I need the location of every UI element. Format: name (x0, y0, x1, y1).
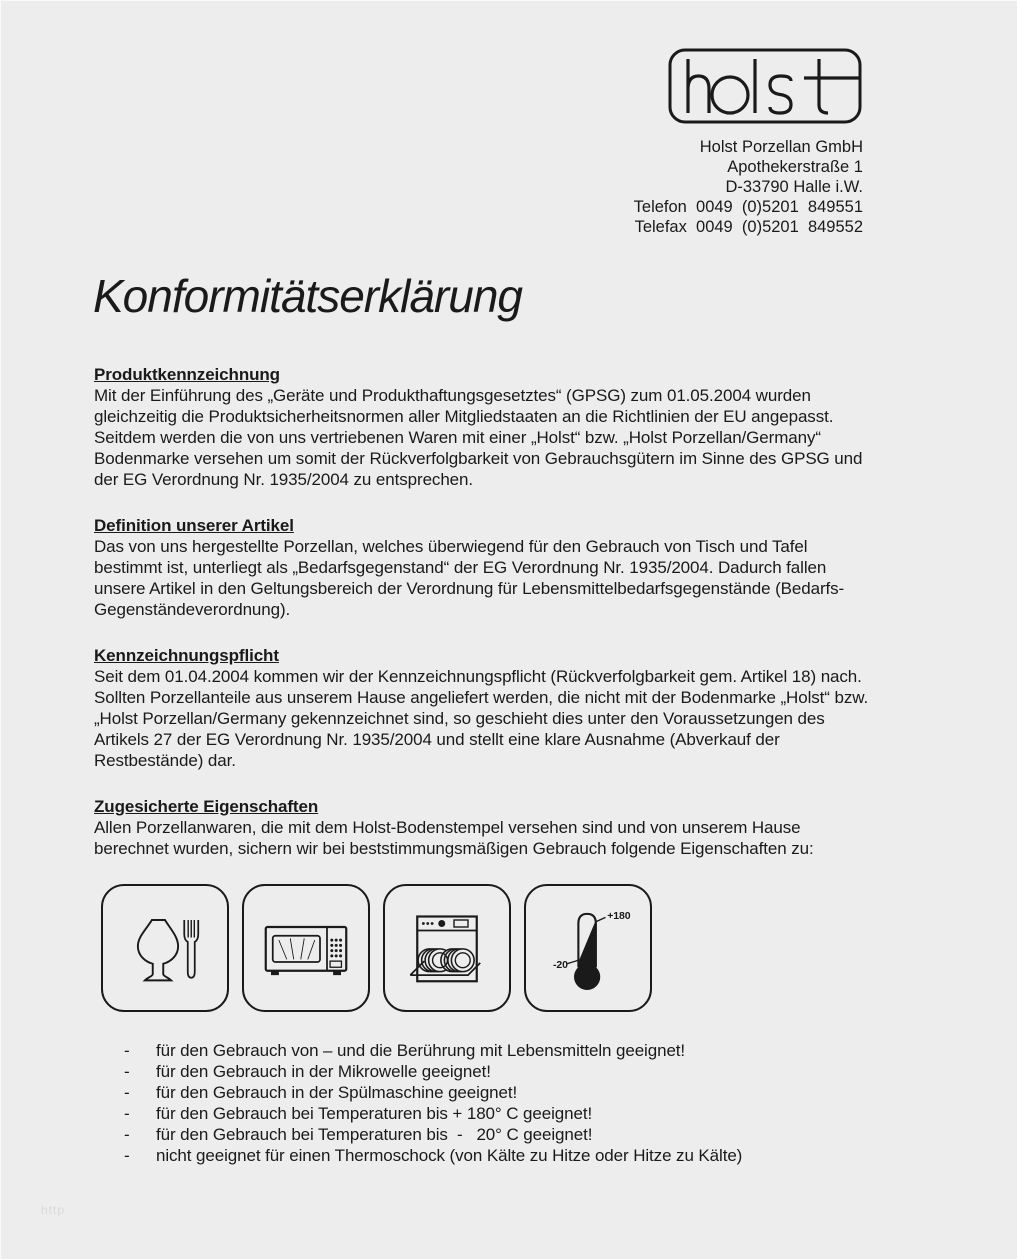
section-produktkennzeichnung (94, 364, 870, 490)
holst-logo-icon (667, 47, 863, 125)
list-item-text: nicht geeignet für einen Thermoschock (von Kälte zu Hitze oder Hitze zu Kälte) (156, 1146, 743, 1165)
list-item (94, 1145, 870, 1166)
pictogram-row (101, 884, 870, 1012)
section-heading: Produktkennzeichnung (94, 365, 280, 384)
list-item-marker: - (124, 1083, 130, 1102)
glass-fork-icon (109, 892, 221, 1004)
list-item (94, 1082, 870, 1103)
watermark-text: http (41, 1203, 66, 1217)
section-zugesicherte-eigenschaften (94, 796, 870, 859)
dishwasher-safe-pictogram (383, 884, 511, 1012)
list-item-text: für den Gebrauch von – und die Berührung mit Lebensmitteln geeignet! (156, 1041, 686, 1060)
list-item (94, 1040, 870, 1061)
company-fax: Telefax 0049 (0)5201 849552 (634, 218, 863, 236)
microwave-safe-pictogram (242, 884, 370, 1012)
section-paragraph: Das von uns hergestellte Porzellan, welches überwiegend für den Gebrauch von Tisch und Tafel bestimmt ist, unterliegt als „Bedarfsgegenstand“ der EG Verordnung Nr. 1935/2004. Dadurch fallen unsere Artikel in den Geltungsbereich der Verordnung für Lebensmittelbedarfsgegenstände (Bedarfs-Gegenständeverordnung). (94, 537, 845, 619)
document-body (94, 364, 870, 1166)
list-item-marker: - (124, 1146, 130, 1165)
list-item-text: für den Gebrauch in der Spülmaschine geeignet! (156, 1083, 518, 1102)
page-title: Konformitätserklärung (93, 270, 522, 322)
list-item (94, 1124, 870, 1145)
letterhead (634, 47, 863, 237)
thermometer-max-label: +180 (607, 910, 631, 923)
thermometer-icon (532, 892, 644, 1004)
company-city: D-33790 Halle i.W. (725, 178, 863, 196)
list-item-text: für den Gebrauch bei Temperaturen bis - 20° C geeignet! (156, 1125, 593, 1144)
dishwasher-icon (391, 892, 503, 1004)
microwave-icon (250, 892, 362, 1004)
property-list (94, 1040, 870, 1166)
list-item-text: für den Gebrauch in der Mikrowelle geeignet! (156, 1062, 491, 1081)
temperature-range-pictogram (524, 884, 652, 1012)
company-phone: Telefon 0049 (0)5201 849551 (633, 198, 863, 216)
section-paragraph: Seit dem 01.04.2004 kommen wir der Kennzeichnungspflicht (Rückverfolgbarkeit gem. Artikel 18) nach. Sollten Porzellanteile aus unserem Hause angeliefert werden, die nicht mit der Bodenmarke „Holst“ bzw. „Holst Porzellan/Germany gekennzeichnet sind, so geschieht dies unter den Voraussetzungen des Artikels 27 der EG Verordnung Nr. 1935/2004 und stellt eine klare Ausnahme (Abverkauf der Restbestände) dar. (94, 667, 869, 770)
section-paragraph: Mit der Einführung des „Geräte und Produkthaftungsgesetztes“ (GPSG) zum 01.05.2004 wurden gleichzeitig die Produktsicherheitsnormen aller Mitgliedstaaten an die Richtlinien der EU angepasst. Seitdem werden die von uns vertriebenen Waren mit einer „Holst“ bzw. „Holst Porzellan/Germany“ Bodenmarke versehen um somit der Rückverfolgbarkeit von Gebrauchsgütern im Sinne des GPSG und der EG Verordnung Nr. 1935/2004 zu entsprechen. (94, 386, 863, 489)
company-address (634, 137, 863, 237)
list-item-marker: - (124, 1125, 130, 1144)
section-heading: Zugesicherte Eigenschaften (94, 797, 319, 816)
section-definition-artikel (94, 515, 870, 620)
section-kennzeichnungspflicht (94, 645, 870, 771)
list-item-marker: - (124, 1041, 130, 1060)
section-heading: Kennzeichnungspflicht (94, 646, 279, 665)
list-item (94, 1103, 870, 1124)
list-item-marker: - (124, 1104, 130, 1123)
food-safe-pictogram (101, 884, 229, 1012)
thermometer-min-label: -20 (553, 959, 568, 972)
section-heading: Definition unserer Artikel (94, 516, 294, 535)
list-item (94, 1061, 870, 1082)
company-street: Apothekerstraße 1 (727, 158, 863, 176)
section-paragraph: Allen Porzellanwaren, die mit dem Holst-Bodenstempel versehen sind und von unserem Hause berechnet wurden, sichern wir bei beststimmungsmäßigen Gebrauch folgende Eigenschaften zu: (94, 818, 814, 858)
list-item-marker: - (124, 1062, 130, 1081)
company-name: Holst Porzellan GmbH (699, 138, 863, 156)
list-item-text: für den Gebrauch bei Temperaturen bis + 180° C geeignet! (156, 1104, 593, 1123)
